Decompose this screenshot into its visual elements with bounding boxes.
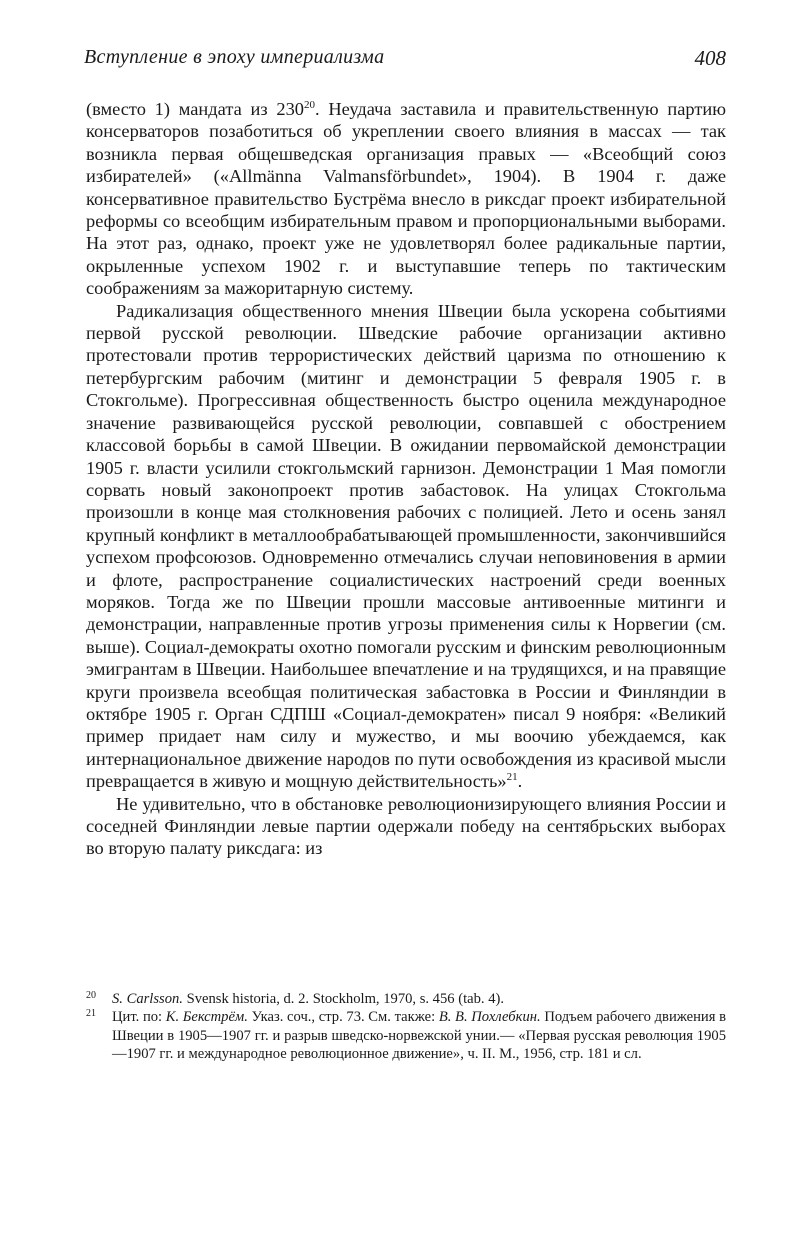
paragraph-text: Радикализация общественного мнения Швеции была ускорена событиями первой русской революции. Шведские рабочие организации активно протестовали против террористических действий царизма по отношению к петербургским рабочим (митинг и демонстрации 5 февраля 1905 г. в Стокгольме). Прогрессивная общественность быстро оценила международное значение развивающейся русской революции, совпавшей с обострением классовой борьбы в самой Швеции. В ожидании первомайской демонстрации 1905 г. власти усилили стокгольмский гарнизон. Демонстрации 1 Мая помогли сорвать новый законопроект против забастовок. На улицах Стокгольма произошли в конце мая столкновения рабочих с полицией. Лето и осень занял крупный конфликт в металлообрабатывающей промышленности, закончившийся успехом профсоюзов. Одновременно отмечались случаи неповиновения в армии и флоте, распространение социалистических настроений среди военных моряков. Тогда же по Швеции прошли массовые антивоенные митинги и демонстрации, направленные против угрозы применения силы к Норвегии (см. выше). Социал-демократы охотно помогали русским и финским революционным эмигрантам в Швеции. Наибольшее впечатление и на трудящихся, и на правящие круги произвела всеобщая политическая забастовка в России и Финляндии в октябре 1905 г. Орган СДПШ «Социал-демократен» писал 9 ноября: «Великий пример придает нам силу и мужество, и мы воочию убеждаемся, как интернациональное движение народов по пути освобождения из красивой мысли превращается в живую и мощную действительность» bbox=[86, 300, 726, 792]
footnote-body: Указ. соч., стр. 73. См. также: bbox=[247, 1009, 439, 1026]
paragraph-text: Не удивительно, что в обстановке революционизирующего влияния России и соседней Финляндии левые партии одержали победу на сентябрьских выборах во вторую палату риксдага: из bbox=[86, 793, 726, 859]
paragraph-text: (вместо 1) мандата из 230 bbox=[86, 99, 304, 119]
footnote-mark: 20 bbox=[86, 990, 96, 1001]
footnote-mark: 21 bbox=[86, 1008, 96, 1020]
main-text bbox=[86, 98, 726, 860]
page-number: 408 bbox=[694, 46, 726, 70]
footnote-body: Подъем рабочего движения в Швеции в 1905—1907 гг. и разрыв шведско-норвежской унии.— «Первая русская революция 1905—1907 гг. и международное революционное движение», ч. II. М., 1956, стр. 181 и сл. bbox=[112, 1009, 727, 1063]
footnote-body: Svensk historia, d. 2. Stockholm, 1970, s. 456 (tab. 4). bbox=[182, 991, 505, 1007]
paragraph-text-cont: . bbox=[517, 771, 523, 792]
running-head bbox=[84, 46, 726, 76]
footnote-author: К. Бекстрём. bbox=[165, 1009, 248, 1026]
paragraph-2 bbox=[86, 300, 726, 793]
footnote-20 bbox=[86, 990, 726, 1008]
footnote-text bbox=[112, 1008, 726, 1063]
paragraph-3 bbox=[86, 793, 726, 860]
footnote-21 bbox=[86, 1008, 726, 1063]
paragraph-1 bbox=[86, 98, 726, 300]
footnote-text bbox=[112, 990, 726, 1008]
chapter-title: Вступление в эпоху империализма bbox=[84, 46, 385, 68]
footnote-author: В. В. Похлебкин. bbox=[438, 1009, 541, 1026]
footnotes bbox=[86, 990, 726, 1064]
footnote-ref-21[interactable]: 21 bbox=[506, 771, 518, 784]
footnote-body: Цит. по: bbox=[112, 1009, 166, 1026]
footnote-author: S. Carlsson. bbox=[112, 991, 183, 1007]
footnote-ref-20[interactable]: 20 bbox=[303, 99, 315, 111]
paragraph-text-cont: . Неудача заставила и правительственную партию консерваторов позаботиться об укреплении своего влияния в массах — так возникла первая общешведская организация правых — «Всеобщий союз избирателей» («Allmänna Valmansförbundet», 1904). В 1904 г. даже консервативное правительство Бустрёма внесло в риксдаг проект избирательной реформы со всеобщим избирательным правом и пропорциональными выборами. На этот раз, однако, проект уже не удовлетворял более радикальные партии, окрыленные успехом 1902 г. и выступавшие теперь по тактическим соображениям за мажоритарную систему. bbox=[86, 99, 726, 299]
